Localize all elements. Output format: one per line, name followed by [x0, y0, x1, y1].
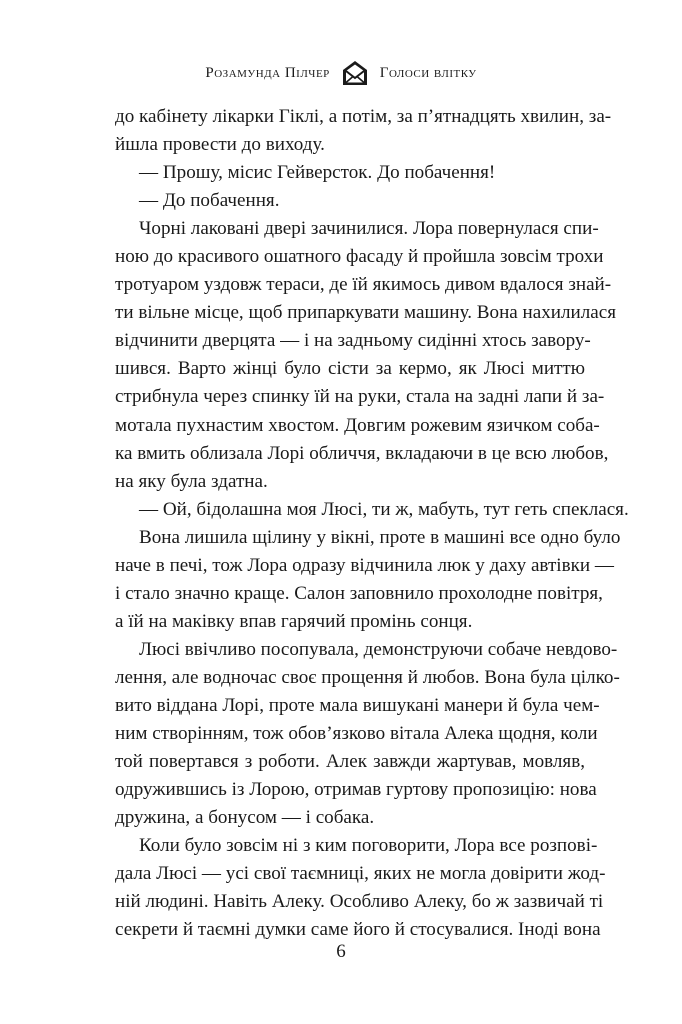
text-line: відчинити дверцята — і на задньому сидінні хтось завору- [115, 330, 591, 352]
body-text [115, 103, 629, 944]
paragraph [115, 159, 585, 187]
text-line: наче в печі, тож Лора одразу відчинила люк у даху автівки — [115, 554, 614, 576]
text-line: тротуаром уздовж тераси, де їй якимось дивом вдалося знай- [115, 274, 612, 296]
envelope-emblem-icon [342, 60, 368, 86]
text-line: йшла провести до виходу. [115, 134, 325, 156]
paragraph [115, 496, 629, 524]
text-line: ній людині. Навіть Алеку. Особливо Алеку, бо ж зазвичай ті [115, 891, 604, 913]
text-line: ною до красивого ошатного фасаду й пройшла зовсім трохи [115, 246, 604, 268]
text-line: Люсі ввічливо посопувала, демонструючи собаче невдово- [139, 638, 618, 660]
running-head-book-title: Голоси влітку [379, 64, 477, 81]
paragraph [115, 832, 606, 944]
text-line: — Ой, бідолашна моя Люсі, ти ж, мабуть, тут геть спеклася. [139, 498, 629, 520]
text-line: ка вмить облизала Лорі обличчя, вкладаючи в це всю любов, [115, 442, 609, 464]
text-line: Вона лишила щілину у вікні, проте в машині все одно було [139, 526, 621, 548]
text-line: лення, але водночас своє прощення й любов. Вона була цілко- [115, 666, 620, 688]
text-line: ти вільне місце, щоб припаркувати машину. Вона нахилилася [115, 302, 617, 324]
text-line: до кабінету лікарки Гіклі, а потім, за п’ятнадцять хвилин, за- [115, 106, 612, 127]
text-line: вито віддана Лорі, проте мала вишукані манери й була чем- [115, 694, 600, 716]
paragraph [115, 187, 585, 215]
text-line: ним створінням, тож обов’язково вітала Алека щодня, коли [115, 723, 598, 745]
paragraph [115, 103, 612, 159]
text-line: стрибнула через спинку їй на руки, стала на задні лапи й за- [115, 386, 605, 408]
paragraph [115, 524, 621, 636]
text-line: а їй на маківку впав гарячий промінь сонця. [115, 610, 473, 632]
text-line: дружина, а бонусом — і собака. [115, 807, 375, 829]
text-line: Чорні лаковані двері зачинилися. Лора повернулася спи- [139, 218, 599, 240]
text-line: секрети й таємні думки саме його й стосувалися. Іноді вона [115, 919, 601, 941]
paragraph [115, 636, 620, 832]
text-line: і стало значно краще. Салон заповнило прохолодне повітря, [115, 582, 603, 604]
running-head [0, 60, 682, 86]
paragraph [115, 215, 617, 495]
text-line: одружившись із Лорою, отримав гуртову пропозицію: нова [115, 779, 597, 801]
page-number: 6 [336, 941, 346, 962]
text-line: — Прошу, місис Гейверсток. До побачення! [139, 162, 496, 184]
text-line: дала Люсі — усі свої таємниці, яких не могла довірити жод- [115, 863, 606, 885]
text-line: Коли було зовсім ні з ким поговорити, Лора все розпові- [139, 835, 598, 857]
text-line: на яку була здатна. [115, 470, 268, 492]
running-head-author: Розамунда Пілчер [205, 64, 330, 81]
text-line: мотала пухнастим хвостом. Довгим рожевим язичком соба- [115, 414, 600, 436]
text-line: той повертався з роботи. Алек завжди жартував, мовляв, [115, 751, 585, 773]
text-line: шився. Варто жінці було сісти за кермо, як Люсі миттю [115, 358, 585, 380]
text-line: — До побачення. [139, 190, 280, 212]
